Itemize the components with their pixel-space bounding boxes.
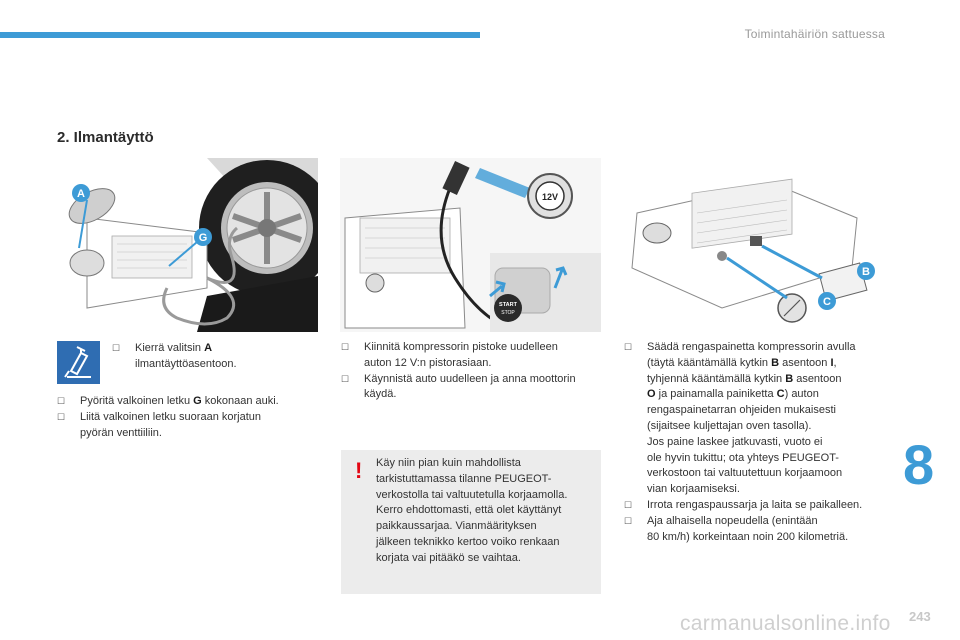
figure-socket-start (340, 158, 601, 332)
list-item: ☐ Kiinnitä kompressorin pistoke uudelleen auton 12 V:n pistorasiaan. (341, 341, 558, 369)
figure-compressor-wheel (57, 158, 318, 332)
list-item: ☐ Kierrä valitsin A ilmantäyttöasentoon. (112, 342, 237, 370)
chapter-number: 8 (903, 433, 935, 496)
start-label: START (499, 302, 517, 308)
checkbox-icon: ☐ (341, 373, 350, 384)
list-item: ☐ Liitä valkoinen letku suoraan korjatun pyörän venttiiliin. (57, 410, 262, 439)
section-title: 2. Ilmantäyttö (57, 129, 154, 146)
list-item: ☐ Aja alhaisella nopeudella (enintään 80 km/h) korkeintaan noin 200 kilometriä. (624, 514, 849, 543)
figure-label-a: A (77, 188, 85, 200)
warning-icon: ! (355, 458, 363, 483)
column-1-step-a (112, 341, 302, 373)
compressor-icon (57, 341, 100, 384)
header-accent-bar (0, 32, 480, 38)
figure-label-c: C (823, 296, 831, 308)
checkbox-icon: ☐ (57, 396, 66, 406)
warning-box (341, 450, 601, 594)
figure-label-b: B (862, 266, 870, 278)
checkbox-icon: ☐ (341, 342, 350, 352)
list-item: ☐ Säädä rengaspainetta kompressorin avulla (täytä kääntämällä kytkin B asentoon I, tyhjennä kääntämällä kytkin B asentoon O ja painamalla painiketta C) auton rengaspainetarran ohjeiden mukaisesti (sijaitsee kuljettajan oven tasolla). Jos paine laskee jatkuvasti, vuoto ei ole hyvin tukittu; ota yhteys PEUGEOT- verkostoon tai valtuutettuun korjaamoon vian korjaamiseksi. (624, 341, 856, 496)
checkbox-icon: ☐ (624, 342, 633, 352)
checkbox-icon: ☐ (112, 343, 121, 353)
list-item: ☐ Pyöritä valkoinen letku G kokonaan auki. (57, 394, 317, 410)
column-3-steps (624, 340, 894, 545)
socket-start-illustration (340, 158, 601, 332)
figure-label-g: G (198, 232, 208, 244)
page-number: 243 (909, 609, 931, 624)
stop-label: STOP (501, 310, 515, 316)
column-1-steps (57, 394, 317, 441)
compressor-controls-illustration (622, 158, 884, 332)
list-item: ☐ Irrota rengaspaussarja ja laita se paikalleen. (624, 498, 894, 514)
watermark: carmanualsonline.info (680, 612, 891, 635)
checkbox-icon: ☐ (57, 411, 66, 422)
checkbox-icon: ☐ (624, 499, 633, 510)
checkbox-icon: ☐ (624, 515, 633, 526)
header-title: Toimintahäiriön sattuessa (744, 27, 885, 41)
figure-compressor-controls (622, 158, 884, 332)
socket-12v-label: 12V (541, 192, 559, 202)
list-item: ☐ Käynnistä auto uudelleen ja anna moottorin käydä. (341, 372, 576, 401)
column-2-steps (341, 340, 606, 403)
warning-text: Käy niin pian kuin mahdollista tarkistuttamassa tilanne PEUGEOT- verkostolla tai valtuutetulla korjaamolla. Kerro ehdottomasti, että olet käyttänyt paikkaussarjaa. Vianmäärityksen jälkeen teknikko kertoo voiko renkaan korjata vai pitääkö se vaihtaa. (376, 457, 568, 564)
compressor-wheel-illustration (57, 158, 318, 332)
